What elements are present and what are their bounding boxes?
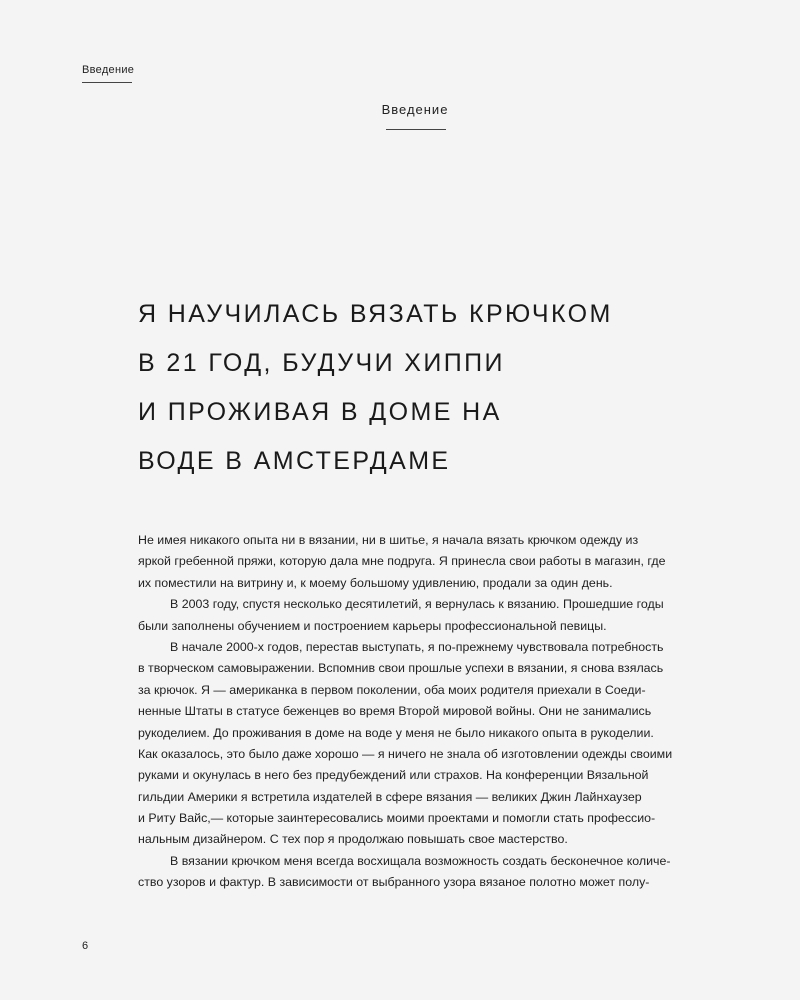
headline [138, 290, 698, 486]
headline-line: ВОДЕ В АМСТЕРДАМЕ [138, 447, 451, 475]
body-line: в творческом самовыражении. Вспомнив свои прошлые успехи в вязании, я снова взялась [138, 661, 664, 676]
section-title: Введение [381, 102, 449, 117]
body-line: Не имея никакого опыта ни в вязании, ни в шитье, я начала вязать крючком одежду из [138, 533, 639, 547]
body-line: В начале 2000-х годов, перестав выступать, я по-прежнему чувствовала потребность [170, 639, 664, 654]
running-head: Введение [82, 64, 135, 76]
headline-line: В 21 ГОД, БУДУЧИ ХИППИ [138, 349, 505, 377]
section-title-rule [386, 129, 446, 130]
body-line: ненные Штаты в статусе беженцев во время Второй мировой войны. Они не занимались [138, 704, 652, 719]
body-line: за крючок. Я — американка в первом поколении, оба моих родителя приехали в Соеди- [138, 682, 646, 697]
body-line: Как оказалось, это было даже хорошо — я ничего не знала об изготовлении одежды своими [138, 746, 673, 761]
page-number: 6 [82, 940, 89, 952]
body-line: гильдии Америки я встретила издателей в сфере вязания — великих Джин Лайнхаузер [138, 789, 642, 804]
running-head-rule [82, 82, 132, 83]
body-text [138, 530, 693, 894]
body-line: их поместили на витрину и, к моему большому удивлению, продали за один день. [138, 575, 613, 590]
body-line: В вязании крючком меня всегда восхищала возможность создать бесконечное количе- [170, 853, 671, 868]
body-line: яркой гребенной пряжи, которую дала мне подруга. Я принесла свои работы в магазин, где [138, 554, 666, 569]
body-line: В 2003 году, спустя несколько десятилетий, я вернулась к вязанию. Прошедшие годы [170, 597, 664, 612]
body-line: рукоделием. До проживания в доме на воде у меня не было никакого опыта в рукоделии. [138, 725, 654, 740]
body-line: нальным дизайнером. С тех пор я продолжаю повышать свое мастерство. [138, 832, 568, 847]
body-line: ство узоров и фактур. В зависимости от выбранного узора вязаное полотно может полу- [138, 875, 650, 890]
headline-line: Я НАУЧИЛАСЬ ВЯЗАТЬ КРЮЧКОМ [138, 300, 613, 328]
body-line: были заполнены обучением и построением карьеры профессиональной певицы. [138, 618, 607, 633]
body-line: руками и окунулась в него без предубеждений или страхов. На конференции Вязальной [138, 768, 649, 783]
headline-line: И ПРОЖИВАЯ В ДОМЕ НА [138, 398, 502, 426]
body-line: и Риту Вайс,— которые заинтересовались моими проектами и помогли стать профессио- [138, 811, 656, 826]
